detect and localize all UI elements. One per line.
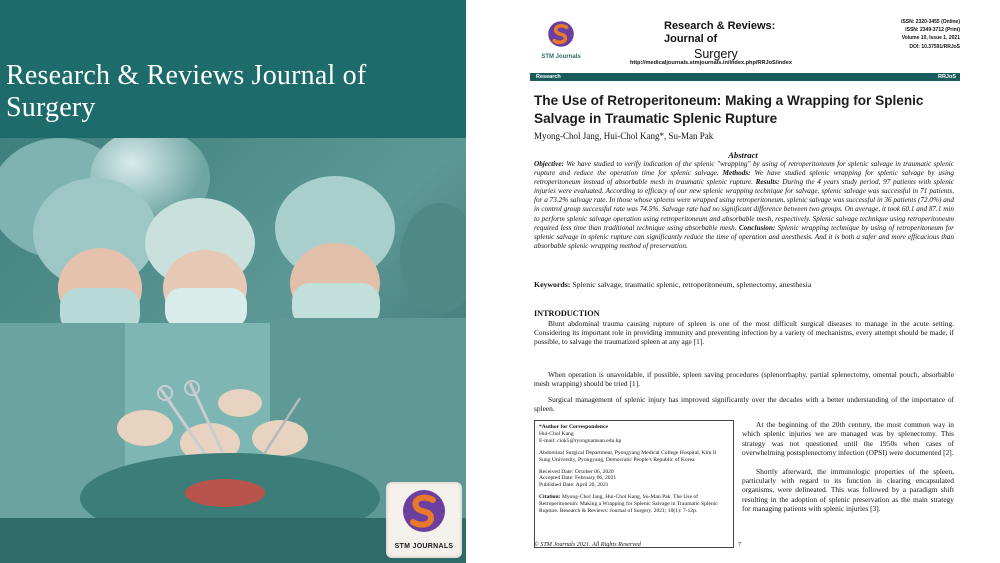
intro-paragraph-1: Blunt abdominal trauma causing rupture of spleen is one of the most difficult surgical diseases to manage in the acute setting. Considering its important role in providing immunity and preventing infection by a variety of mechanisms, every attempt should be made, if possible, to salvage the traumatized spleen at any age [1]. [534,319,954,347]
section-label: Research [536,74,561,80]
issn-online: ISSN: 2320-3455 (Online) [901,19,960,25]
section-code: RRJoS [937,74,956,80]
doi: DOI: 10.37591/RRJoS [909,43,960,50]
journal-name [664,20,814,61]
page-number: 7 [738,541,742,548]
stm-logo-icon [546,20,576,48]
copyright-footer: © STM Journals 2021. All Rights Reserved [534,541,641,548]
correspondence-box [534,420,734,548]
abstract-heading: Abstract [728,150,758,160]
abstract-methods-label: Methods: [722,169,751,178]
abstract-objective-label: Objective: [534,160,564,168]
header-logo [526,20,596,60]
introduction-heading: INTRODUCTION [534,309,600,318]
journal-name-line2: Surgery [694,47,738,61]
citation-label: Citation: [539,494,561,501]
abstract-results: During the 4 years study period, 97 patients with splenic injuries were evaluated. According to efficacy of our new splenic wrapping technique for salvage, splenic salvage was successful in 71 patients, for a 73.2% salvage rate. In those whose spleens were wrapped using retroperitoneum, splenic salvage was successful in 36 patients (72.0%) and in control group successful rate was 74.5%. Salvage rate had no significant difference between two groups. On average, it took 60.1 and 87.1 min to perform splenic salvage operation using retroperitoneum and absorbable mesh, respectively. Splenic salvage technique using retroperitoneum required less time than traditional technique using absorbable mesh. [534,178,954,232]
issn-block [870,18,960,51]
correspondence-email[interactable]: E-mail: ciok5@ryongnamsan.edu.kp [539,437,622,444]
correspondence-heading: *Author for Correspondence [539,424,608,430]
citation-text: Myong-Chol Jang, Hui-Chol Kang, Su-Man Pak. The Use of Retroperitoneum: Making a Wrapping for Splenic Salvage in Traumatic Splenic Rupture. Research & Reviews: Journal of Surgery. 2021; 10(1): 7-12p. [539,494,718,515]
column2-paragraph-1: At the beginning of the 20th century, the most common way in which splenic injuries we are managed was by splenectomy. This strategy was not questioned until the 1950s when cases of overwhelming postsplenectomy infection (OPSI) were documented [2]. [742,420,954,458]
cover-logo-text: STM JOURNALS [394,543,454,550]
received-date: Received Date: October 06, 2020 [539,468,614,475]
abstract-results-label: Results: [755,178,780,187]
column2-paragraph-2: Shortly afterward, the immunologic properties of the spleen, particularly with regard to its function in clearing encapsulated organisms, were delineated. This was followed by a paradigm shift resulting in the adoption of splenic preservation as the main strategy for managing patients with splenic injuries [3]. [742,466,954,514]
keywords-list: Splenic salvage, traumatic splenic, retroperitoneum, splenectomy, anesthesia [570,280,812,289]
section-bar [530,73,960,81]
intro-paragraph-3: Surgical management of splenic injury has improved significantly over the decades with a better understanding of the importance of spleen. [534,395,954,414]
abstract-text [534,160,954,251]
article-first-page [526,14,960,554]
right-column [742,420,954,523]
issn-print: ISSN: 2349-3712 (Print) [905,27,960,34]
published-date: Published Date: April 20, 2021 [539,482,609,489]
abstract-conclusion: Splenic wrapping technique by using of retroperitoneum for splenic salvage in splenic rupture can significantly reduce the time of operation and anesthesis. And it is both a safer and more efficacious than absorbable splenic wrapping method of preservation. [534,223,954,250]
abstract-objective: We have studied to verify indication of the splenic "wrapping" by using of retroperitoneum for splenic salvage in traumatic splenic rupture and reduce the operation time for splenic salvage. [534,160,954,178]
header-logo-text: STM Journals [541,54,581,60]
stm-logo-icon [401,488,447,534]
intro-paragraph-2: When operation is unavoidable, if possible, spleen saving procedures (splenorrhaphy, partial splenectomy, omental pouch, absorbable mesh wrapping) should be tried [1]. [534,370,954,389]
article-authors: Myong-Chol Jang, Hui-Chol Kang*, Su-Man Pak [534,131,714,141]
volume-issue: Volume 10, Issue 1, 2021 [901,35,960,42]
journal-url[interactable]: http://medicaljournals.stmjournals.in/index.php/RRJoS/index [630,60,792,66]
accepted-date: Accepted Date: February 06, 2021 [539,475,617,482]
keywords-label: Keywords: [534,280,571,289]
correspondence-affiliation: Abdominal Surgical Department, Pyongyang Medical College Hospital, Kim Il Sung University, Pyongyang, Democratic People's Republic of Korea [539,449,717,463]
journal-cover [0,0,466,563]
abstract-conclusion-label: Conclusion: [738,223,776,232]
cover-title: Research & Reviews Journal of Surgery [6,60,367,123]
correspondence-name: Hui-Chol Kang [539,430,574,437]
journal-name-line1: Research & Reviews: Journal of [664,20,776,45]
citation [539,494,729,515]
journal-header [526,14,960,74]
article-title: The Use of Retroperitoneum: Making a Wrapping for Splenic Salvage in Traumatic Splenic Rupture [534,93,924,126]
keywords [534,280,954,289]
stm-journals-logo [388,484,460,556]
abstract-methods: We have studied splenic wrapping for splenic salvage by using retroperitoneum instead of absorbable mesh in traumatic splenic rupture. [534,169,954,187]
